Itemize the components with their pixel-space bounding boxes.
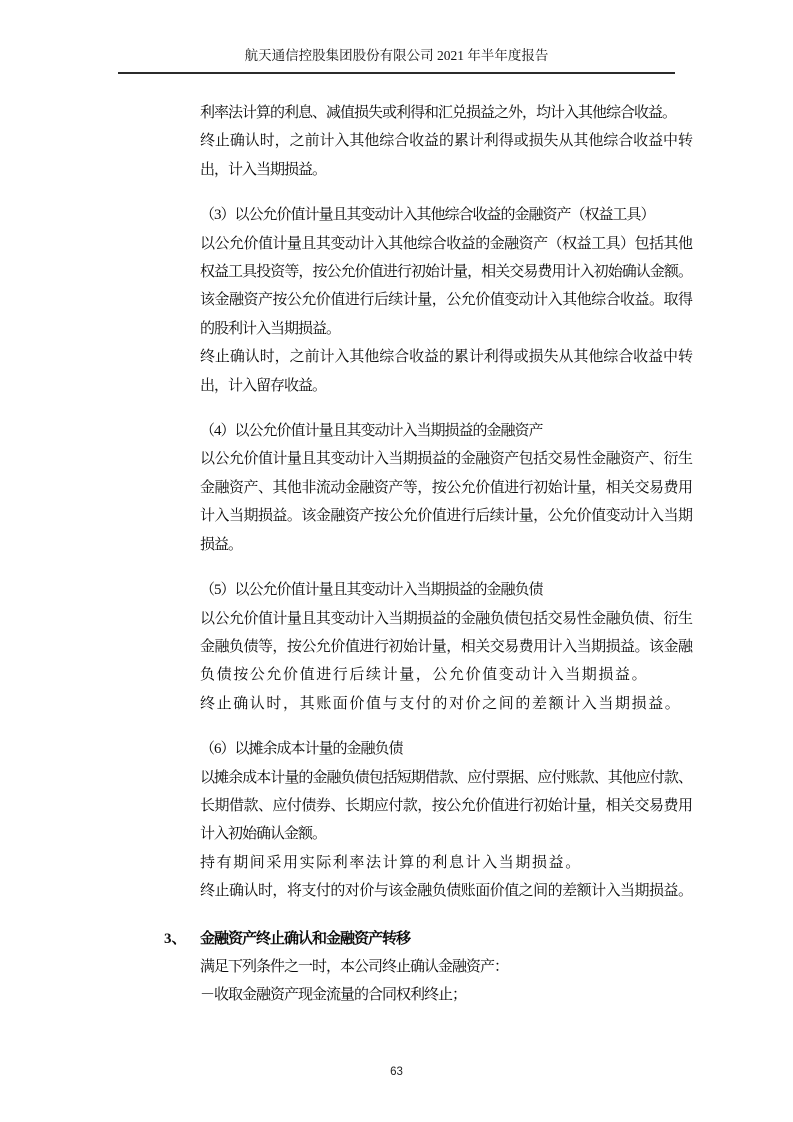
paragraph-item-6 xyxy=(200,735,692,905)
page-header-title: 航天通信控股集团股份有限公司 2021 年半年度报告 xyxy=(244,48,549,63)
text-line: 以公允价值计量且其变动计入当期损益的金融负债包括交易性金融负债、衍生 xyxy=(200,610,692,627)
text-line: 以公允价值计量且其变动计入当期损益的金融资产包括交易性金融资产、衍生 xyxy=(200,451,692,468)
header-divider xyxy=(118,72,675,74)
item-heading-line: （3）以公允价值计量且其变动计入其他综合收益的金融资产（权益工具） xyxy=(200,207,655,224)
section-heading xyxy=(164,925,692,953)
text-line: 金融负债等，按公允价值进行初始计量，相关交易费用计入当期损益。该金融 xyxy=(200,638,692,655)
paragraph-item-3 xyxy=(200,201,692,400)
text-line: 损益。 xyxy=(200,536,243,553)
text-line: 金融资产、其他非流动金融资产等，按公允价值进行初始计量，相关交易费用 xyxy=(200,479,692,496)
paragraph-item-5 xyxy=(200,576,692,718)
text-line: 终止确认时，其账面价值与支付的对价之间的差额计入当期损益。 xyxy=(200,695,682,712)
paragraph-item-4 xyxy=(200,417,692,559)
text-line: 持有期间采用实际利率法计算的利息计入当期损益。 xyxy=(200,854,582,871)
text-line: －收取金融资产现金流量的合同权利终止； xyxy=(200,987,467,1004)
text-line: 以摊余成本计量的金融负债包括短期借款、应付票据、应付账款、其他应付款、 xyxy=(200,769,692,786)
text-line: 计入初始确认金额。 xyxy=(200,826,327,843)
text-line: 满足下列条件之一时，本公司终止确认金融资产： xyxy=(200,958,509,975)
item-heading-line: （4）以公允价值计量且其变动计入当期损益的金融资产 xyxy=(200,423,543,440)
text-line: 权益工具投资等，按公允价值进行初始计量，相关交易费用计入初始确认金额。 xyxy=(200,264,692,281)
text-line: 长期借款、应付债券、长期应付款，按公允价值进行初始计量，相关交易费用 xyxy=(200,797,692,814)
text-line: 终止确认时，将支付的对价与该金融负债账面价值之间的差额计入当期损益。 xyxy=(200,883,692,900)
text-line: 出，计入留存收益。 xyxy=(200,377,327,394)
text-line: 利率法计算的利息、减值损失或利得和汇兑损益之外，均计入其他综合收益。 xyxy=(200,105,677,121)
text-line: 终止确认时，之前计入其他综合收益的累计利得或损失从其他综合收益中转 xyxy=(200,349,692,366)
item-heading-line: （5）以公允价值计量且其变动计入当期损益的金融负债 xyxy=(200,582,543,599)
text-line: 计入当期损益。该金融资产按公允价值进行后续计量，公允价值变动计入当期 xyxy=(200,508,692,525)
section-number: 3、 xyxy=(164,930,187,947)
section-3 xyxy=(164,925,692,1010)
paragraph-continued xyxy=(200,99,692,184)
item-heading-line: （6）以摊余成本计量的金融负债 xyxy=(200,741,403,758)
section-title: 金融资产终止确认和金融资产转移 xyxy=(200,930,411,947)
text-line: 的股利计入当期损益。 xyxy=(200,320,341,337)
text-line: 负债按公允价值进行后续计量，公允价值变动计入当期损益。 xyxy=(200,667,649,684)
page-body xyxy=(164,99,692,1010)
page-number: 63 xyxy=(390,1066,403,1078)
text-line: 出，计入当期损益。 xyxy=(200,161,327,178)
text-line: 终止确认时，之前计入其他综合收益的累计利得或损失从其他综合收益中转 xyxy=(200,133,692,150)
text-line: 以公允价值计量且其变动计入其他综合收益的金融资产（权益工具）包括其他 xyxy=(200,235,692,252)
text-line: 该金融资产按公允价值进行后续计量，公允价值变动计入其他综合收益。取得 xyxy=(200,292,692,309)
